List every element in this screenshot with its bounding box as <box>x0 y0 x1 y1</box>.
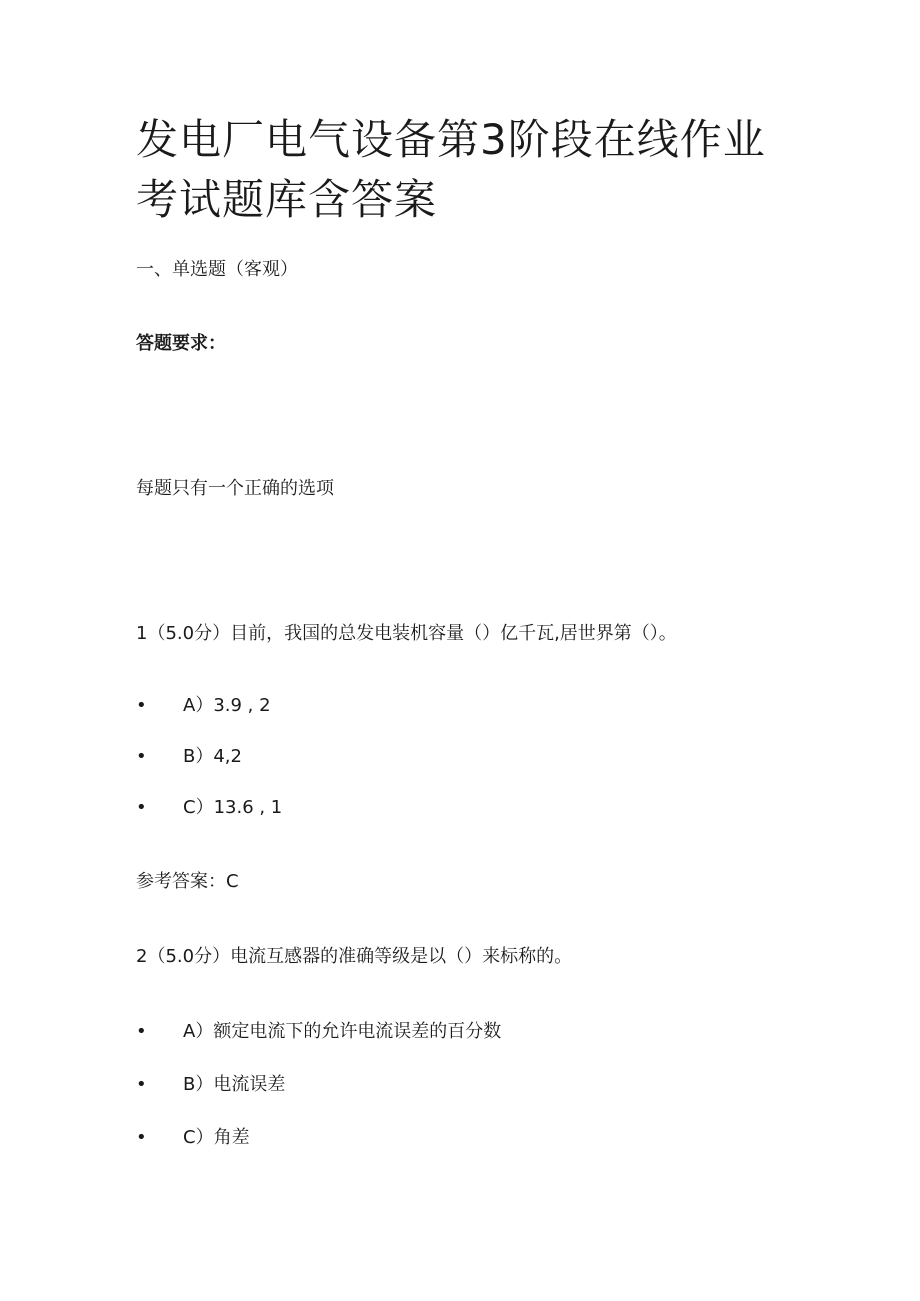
bullet-icon: • <box>136 695 147 716</box>
option-label: C）角差 <box>183 1127 250 1148</box>
question-1-text: 1（5.0分）目前，我国的总发电装机容量（）亿千瓦,居世界第（）。 <box>136 623 677 644</box>
document-title: 发电厂电气设备第3阶段在线作业考试题库含答案 <box>136 115 766 224</box>
bullet-icon: • <box>136 746 147 767</box>
question-1-answer: 参考答案：C <box>136 871 239 892</box>
option-label: C）13.6 , 1 <box>183 797 283 818</box>
question-2-text: 2（5.0分）电流互感器的准确等级是以（）来标称的。 <box>136 946 573 967</box>
option-label: A）额定电流下的允许电流误差的百分数 <box>183 1021 502 1042</box>
requirements-text: 每题只有一个正确的选项 <box>136 478 334 499</box>
option-label: B）4,2 <box>183 746 242 767</box>
option-label: A）3.9 , 2 <box>183 695 271 716</box>
bullet-icon: • <box>136 1074 147 1095</box>
requirements-label: 答题要求： <box>136 333 226 354</box>
bullet-icon: • <box>136 797 147 818</box>
bullet-icon: • <box>136 1021 147 1042</box>
option-label: B）电流误差 <box>183 1074 286 1095</box>
bullet-icon: • <box>136 1127 147 1148</box>
section-heading: 一、单选题（客观） <box>136 259 298 280</box>
